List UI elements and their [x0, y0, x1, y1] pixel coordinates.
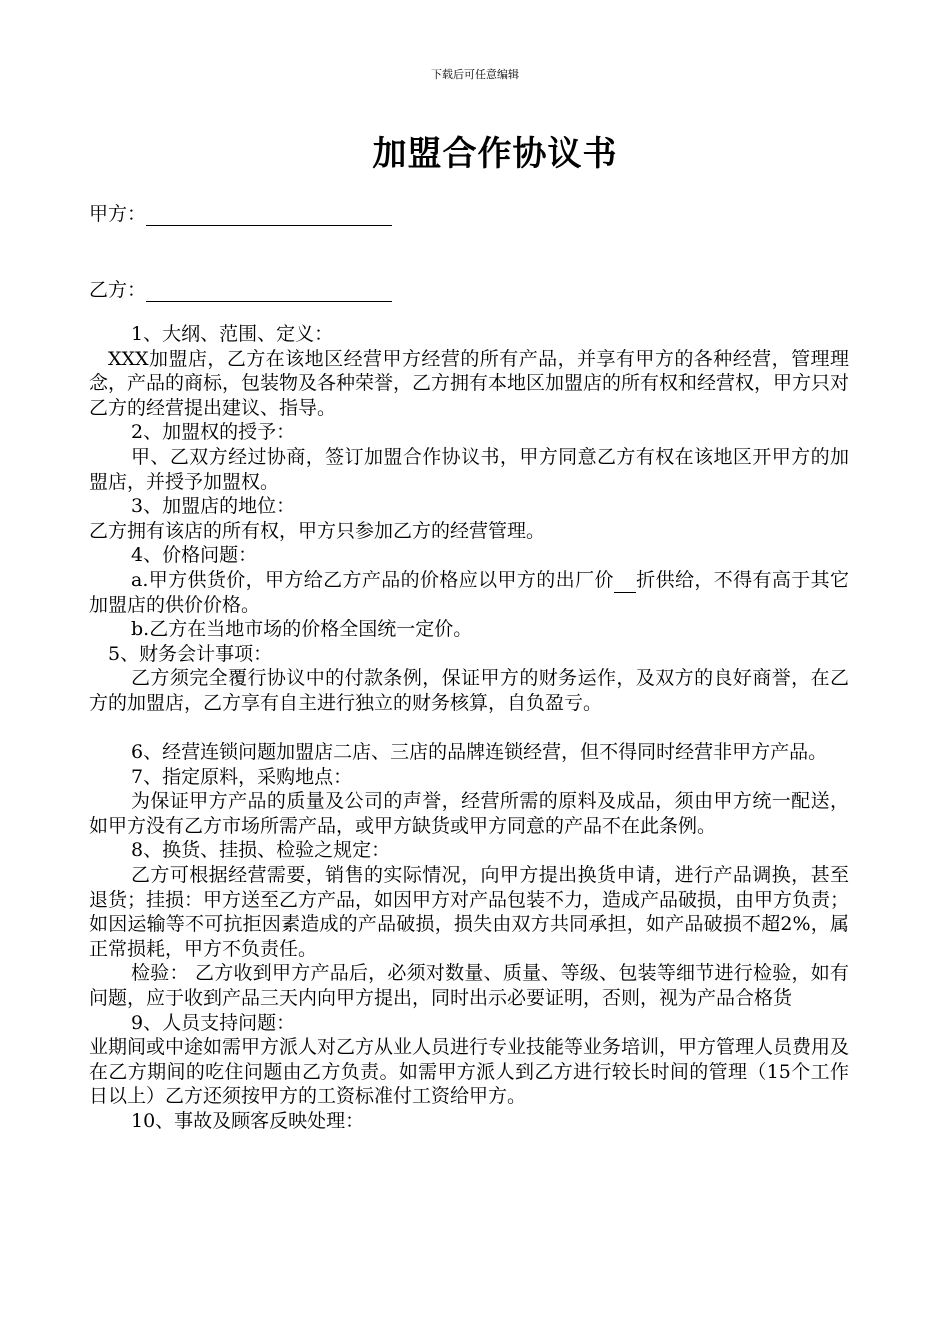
- section-3-text: 乙方拥有该店的所有权，甲方只参加乙方的经营管理。: [89, 519, 546, 542]
- section-8-heading: 8、换货、挂损、检验之规定：: [131, 839, 391, 862]
- section-4-item-a-after: 折供给，不得有高于其它加盟店的供价价格。: [89, 568, 849, 616]
- paragraph-gap: [89, 716, 849, 741]
- section-5-heading: 5、财务会计事项：: [108, 642, 273, 665]
- section-10-heading: 10、事故及顾客反映处理：: [131, 1110, 365, 1132]
- price-discount-blank: [614, 574, 636, 593]
- section-8-inspection: 检验： 乙方收到甲方产品后，必须对数量、质量、等级、包装等细节进行检验，如有问题，应于收到产品三天内向甲方提出，同时出示必要证明，否则，视为产品合格货: [89, 962, 849, 1010]
- party-b-blank-line: [146, 281, 392, 302]
- section-4-item-a-before: a.甲方供货价，甲方给乙方产品的价格应以甲方的出厂价: [131, 568, 614, 591]
- section-1-heading: 1、大纲、范围、定义：: [131, 323, 334, 345]
- section-4-heading: 4、价格问题：: [131, 544, 258, 567]
- section-2-text: 甲、乙双方经过协商，签订加盟合作协议书，甲方同意乙方有权在该地区开甲方的加盟店，并授予加盟权。: [89, 445, 849, 493]
- section-7-text: 为保证甲方产品的质量及公司的声誉，经营所需的原料及成品，须由甲方统一配送，如甲方没有乙方市场所需产品，或甲方缺货或甲方同意的产品不在此条例。: [89, 790, 849, 837]
- section-5-text: 乙方须完全覆行协议中的付款条例，保证甲方的财务运作，及双方的良好商誉，在乙方的加盟店，乙方享有自主进行独立的财务核算，自负盈亏。: [89, 667, 849, 714]
- section-1-text: XXX加盟店，乙方在该地区经营甲方经营的所有产品，并享有甲方的各种经营，管理理念，产品的商标，包装物及各种荣誉，乙方拥有本地区加盟店的所有权和经营权，甲方只对乙方的经营提出建议、指导。: [89, 347, 850, 419]
- document-title: 加盟合作协议书: [372, 134, 618, 174]
- agreement-body: [89, 322, 849, 1134]
- party-b-label: 乙方：: [89, 279, 147, 301]
- section-7-heading: 7、指定原料，采购地点：: [131, 765, 353, 788]
- section-3-heading: 3、加盟店的地位：: [131, 495, 296, 518]
- party-a-label: 甲方：: [89, 203, 147, 225]
- section-4-item-b: b.乙方在当地市场的价格全国统一定价。: [131, 618, 473, 641]
- section-9-text: 业期间或中途如需甲方派人对乙方从业人员进行专业技能等业务培训，甲方管理人员费用及在乙方期间的吃住问题由乙方负责。如需甲方派人到乙方进行较长时间的管理（15个工作日以上）乙方还须按甲方的工资标准付工资给甲方。: [89, 1036, 850, 1108]
- section-4-item-a: [89, 568, 849, 617]
- section-6-text: 6、经营连锁问题加盟店二店、三店的品牌连锁经营，但不得同时经营非甲方产品。: [131, 741, 828, 764]
- party-b-field: [89, 275, 392, 302]
- section-2-heading: 2、加盟权的授予：: [131, 421, 296, 444]
- page-header-note: 下载后可任意编辑: [431, 68, 519, 81]
- party-a-field: [89, 199, 392, 226]
- party-a-blank-line: [146, 205, 392, 226]
- section-9-heading: 9、人员支持问题：: [131, 1011, 296, 1034]
- section-8-text: 乙方可根据经营需要，销售的实际情况，向甲方提出换货申请，进行产品调换，甚至退货；挂损：甲方送至乙方产品，如因甲方对产品包装不力，造成产品破损，由甲方负责；如因运输等不可抗拒因素造成的产品破损，损失由双方共同承担，如产品破损不超2%，属正常损耗，甲方不负责任。: [89, 864, 850, 960]
